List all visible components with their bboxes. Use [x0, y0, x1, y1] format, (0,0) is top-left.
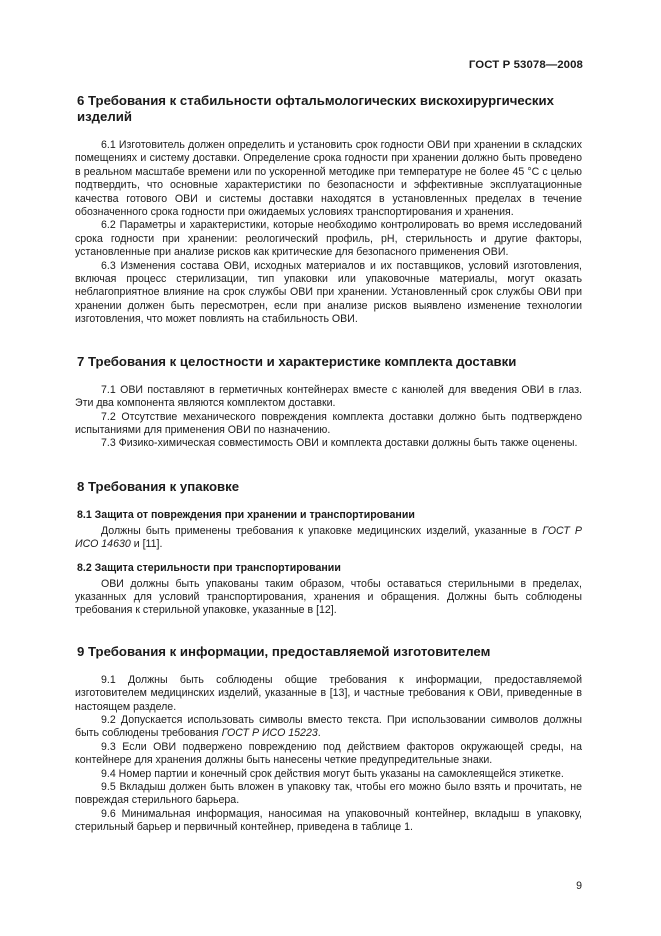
paragraph-7-3: 7.3 Физико-химическая совместимость ОВИ и комплекта доставки должны быть также оценены. — [101, 437, 578, 450]
paragraph-8-2: ОВИ должны быть упакованы таким образом, чтобы оставаться стерильными в пределах, указанных для условий транспортирования, хранения и обращения. Должны быть соблюдены требования к стерильной упаковке, указанные в [12]. — [75, 577, 582, 617]
subsection-8-2 — [75, 562, 582, 618]
section-6 — [75, 93, 582, 327]
paragraph-9-2 — [75, 714, 582, 741]
section-7-title: 7 Требования к целостности и характеристике комплекта доставки — [77, 353, 517, 369]
section-9 — [75, 644, 582, 835]
paragraph-9-1: 9.1 Должны быть соблюдены общие требования к информации, предоставляемой изготовителем медицинских изделий, указанные в [13], и частные требования к ОВИ, приведенные в настоящем разделе. — [75, 673, 582, 713]
paragraph-6-3: 6.3 Изменения состава ОВИ, исходных материалов и их поставщиков, условий изготовления, включая процесс стерилизации, тип упаковки или упаковочные материалы, могут оказать неблагоприятное влияние на срок службы ОВИ при хранении. Установленный срок службы ОВИ при хранении должен быть пересмотрен, если при анализе рисков выявлено изменение технологии изготовления, что может повлиять на стабильность ОВИ. — [75, 259, 582, 326]
subsection-8-1 — [75, 509, 582, 552]
paragraph-9-5: 9.5 Вкладыш должен быть вложен в упаковку так, чтобы его можно было взять и прочитать, не повреждая стерильного барьера. — [75, 781, 582, 807]
paragraph-8-1 — [75, 525, 582, 552]
section-8-title: 8 Требования к упаковке — [77, 478, 240, 494]
paragraph-6-1: 6.1 Изготовитель должен определить и установить срок годности ОВИ при хранении в складских помещениях и систему доставки. Определение срока годности при хранении должно быть проведено в реальном масштабе времени или по ускоренной методике при температуре не более 45 °С с целью подтвердить, что основные характеристики по безопасности и эффективные эксплуатационные качества готового ОВИ и системы доставки находятся в установленных пределах в течение обозначенного срока годности при ожидаемых условиях транспортирования и хранения. — [75, 139, 582, 219]
paragraph-8-1-text: Должны быть применены требования к упаковке медицинских изделий, указанные в — [101, 524, 543, 537]
subsection-8-1-title: 8.1 Защита от повреждения при хранении и транспортировании — [77, 508, 415, 521]
subsection-8-2-title: 8.2 Защита стерильности при транспортировании — [77, 561, 341, 574]
paragraph-9-4: 9.4 Номер партии и конечный срок действия могут быть указаны на самоклеящейся этикетке. — [101, 767, 564, 780]
standard-reference-gost-15223: ГОСТ Р ИСО 15223 — [221, 727, 318, 740]
paragraph-9-2-tail: . — [317, 727, 321, 740]
paragraph-8-1-tail: и [11]. — [130, 538, 163, 551]
section-6-title: 6 Требования к стабильности офтальмологических вискохирургических изделий — [77, 93, 554, 124]
paragraph-6-2: 6.2 Параметры и характеристики, которые необходимо контролировать во время исследований срока годности при хранении: реологический профиль, pH, стерильность и другие факторы, установленные при анализе рисков как критические для безопасного применения ОВИ. — [75, 219, 582, 259]
page-number: 9 — [576, 880, 582, 892]
paragraph-7-1: 7.1 ОВИ поставляют в герметичных контейнерах вместе с канюлей для введения ОВИ в глаз. Эти два компонента являются комплектом доставки. — [75, 383, 582, 410]
section-8 — [75, 479, 582, 618]
section-9-title: 9 Требования к информации, предоставляемой изготовителем — [77, 643, 491, 659]
paragraph-9-3: 9.3 Если ОВИ подвержено повреждению под действием факторов окружающей среды, на контейнере для хранения должны быть нанесены четкие предупредительные знаки. — [75, 740, 582, 767]
standard-reference-gost-14630: ГОСТ Р ИСО 14630 — [75, 524, 582, 551]
document-code: ГОСТ Р 53078—2008 — [468, 59, 583, 71]
page-content — [75, 93, 582, 835]
paragraph-9-2-text: 9.2 Допускается использовать символы вместо текста. При использовании символов должны быть соблюдены требования — [75, 713, 582, 740]
section-7 — [75, 354, 582, 451]
paragraph-7-2: 7.2 Отсутствие механического повреждения комплекта доставки должно быть подтверждено испытаниями для применения ОВИ по назначению. — [75, 410, 582, 436]
paragraph-9-6: 9.6 Минимальная информация, наносимая на упаковочный контейнер, вкладыш в упаковку, стерильный барьер и первичный контейнер, приведена в таблице 1. — [75, 807, 582, 834]
